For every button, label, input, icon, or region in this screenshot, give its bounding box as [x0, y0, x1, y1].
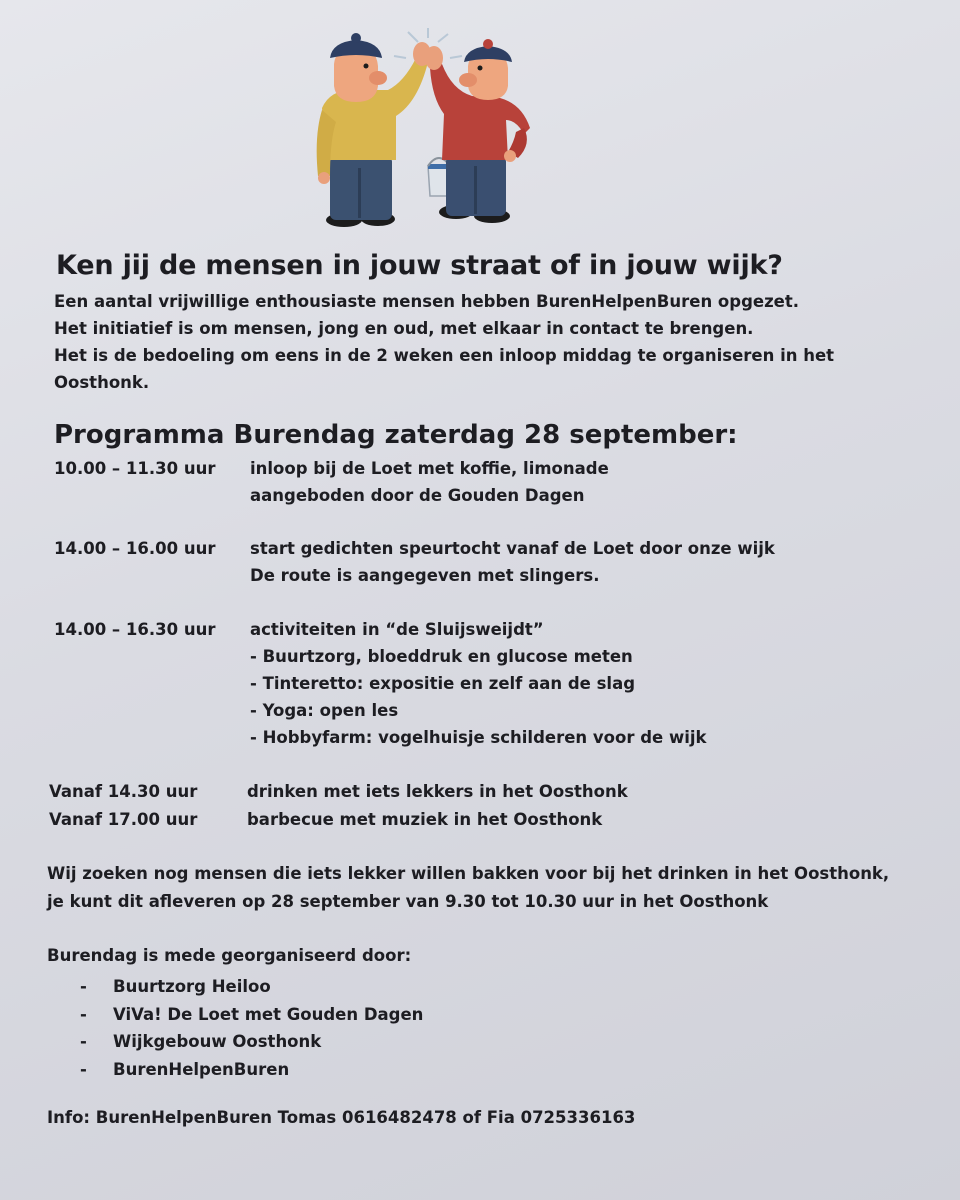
- slot-description: [250, 455, 609, 509]
- figure-yellow: [317, 33, 431, 227]
- slot-line: start gedichten speurtocht vanaf de Loet door onze wijk: [250, 539, 775, 558]
- organizer-item: [80, 1001, 423, 1029]
- slot-line: aangeboden door de Gouden Dagen: [250, 486, 585, 505]
- high-five-illustration: [300, 28, 550, 233]
- slot-line: - Tinteretto: expositie en zelf aan de slag: [250, 674, 636, 693]
- slot-line: drinken met iets lekkers in het Oosthonk: [247, 782, 628, 801]
- organizer-item: [80, 1028, 423, 1056]
- bake-line: je kunt dit afleveren op 28 september van 9.30 tot 10.30 uur in het Oosthonk: [47, 892, 769, 911]
- organizer-name: Buurtzorg Heiloo: [113, 977, 271, 996]
- slot-description: [250, 616, 706, 751]
- contact-info: Info: BurenHelpenBuren Tomas 0616482478 of Fia 0725336163: [47, 1108, 636, 1127]
- intro-line: Het initiatief is om mensen, jong en oud, met elkaar in contact te brengen.: [54, 319, 754, 338]
- slot-line: - Hobbyfarm: vogelhuisje schilderen voor de wijk: [250, 728, 707, 747]
- slot-line: De route is aangegeven met slingers.: [250, 566, 600, 585]
- slot-line: - Yoga: open les: [250, 701, 399, 720]
- slot-line: inloop bij de Loet met koffie, limonade: [250, 459, 609, 478]
- slot-description: [247, 806, 602, 833]
- organizers-title: Burendag is mede georganiseerd door:: [47, 946, 412, 965]
- bake-request: [47, 860, 889, 916]
- intro-paragraph: [54, 288, 834, 396]
- bullet-dash: -: [80, 977, 87, 996]
- bullet-dash: -: [80, 1059, 87, 1079]
- slot-description: [250, 535, 775, 589]
- slot-time: 10.00 – 11.30 uur: [54, 459, 216, 478]
- intro-line: Oosthonk.: [54, 373, 150, 392]
- slot-line: activiteiten in “de Sluijsweijdt”: [250, 620, 544, 639]
- intro-line: Het is de bedoeling om eens in de 2 weken een inloop middag te organiseren in het: [54, 346, 835, 365]
- bullet-dash: -: [80, 1032, 87, 1051]
- intro-line: Een aantal vrijwillige enthousiaste mensen hebben BurenHelpenBuren opgezet.: [54, 292, 800, 311]
- page-heading: Ken jij de mensen in jouw straat of in jouw wijk?: [56, 250, 783, 281]
- organizer-name: BurenHelpenBuren: [113, 1059, 290, 1079]
- slot-time: 14.00 – 16.30 uur: [54, 620, 216, 639]
- slot-time: Vanaf 14.30 uur: [49, 782, 198, 801]
- slot-time: Vanaf 17.00 uur: [49, 810, 198, 829]
- organizer-item: [80, 973, 423, 1001]
- organizer-name: ViVa! De Loet met Gouden Dagen: [113, 1004, 424, 1024]
- organizers-list: [80, 973, 423, 1083]
- bake-line: Wij zoeken nog mensen die iets lekker willen bakken voor bij het drinken in het Oosthonk,: [47, 864, 890, 883]
- bullet-dash: -: [80, 1004, 87, 1024]
- program-title: Programma Burendag zaterdag 28 september:: [54, 420, 738, 450]
- slot-time: 14.00 – 16.00 uur: [54, 539, 216, 558]
- organizer-item: [80, 1056, 423, 1084]
- organizer-name: Wijkgebouw Oosthonk: [113, 1032, 322, 1051]
- slot-line: barbecue met muziek in het Oosthonk: [247, 810, 603, 829]
- slot-description: [247, 778, 628, 805]
- slot-line: - Buurtzorg, bloeddruk en glucose meten: [250, 647, 633, 666]
